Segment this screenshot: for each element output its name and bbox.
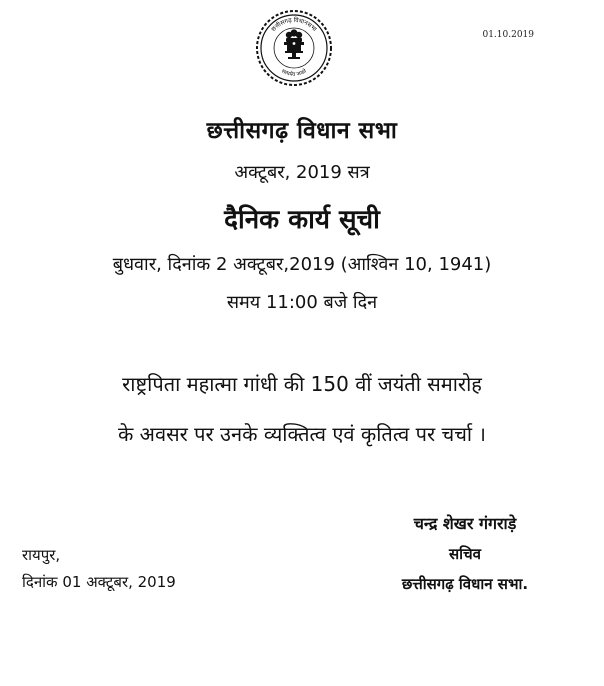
signatory-designation: सचिव: [449, 545, 481, 563]
assembly-title: छत्तीसगढ़ विधान सभा: [206, 118, 398, 144]
place-text: रायपुर,: [22, 546, 61, 564]
agenda-subject-line-1: राष्ट्रपिता महात्मा गांधी की 150 वीं जयंती समारोह: [122, 372, 482, 396]
signatory-name: चन्द्र शेखर गंगराड़े: [413, 514, 517, 533]
session-line: अक्टूबर, 2019 सत्र: [234, 162, 370, 183]
agenda-title: दैनिक कार्य सूची: [224, 205, 380, 235]
assembly-emblem-icon: [254, 8, 334, 88]
svg-text:सत्यमेव जयते: [280, 67, 308, 78]
footer-date-text: दिनांक 01 अक्टूबर, 2019: [22, 573, 176, 591]
emblem-top-text: छत्तीसगढ़ विधानसभा: [270, 16, 318, 33]
signatory-office: छत्तीसगढ़ विधान सभा.: [401, 575, 529, 593]
emblem-motto-text: सत्यमेव जयते: [280, 68, 308, 79]
signature-block: [360, 512, 570, 594]
issue-date-top: 01.10.2019: [482, 30, 534, 40]
meeting-time-line: समय 11:00 बजे दिन: [226, 292, 378, 313]
meeting-date-line: बुधवार, दिनांक 2 अक्टूबर,2019 (आश्विन 10, 1941): [112, 254, 492, 275]
agenda-subject-line-2: के अवसर पर उनके व्यक्तित्व एवं कृतित्व पर चर्चा ।: [117, 422, 487, 446]
